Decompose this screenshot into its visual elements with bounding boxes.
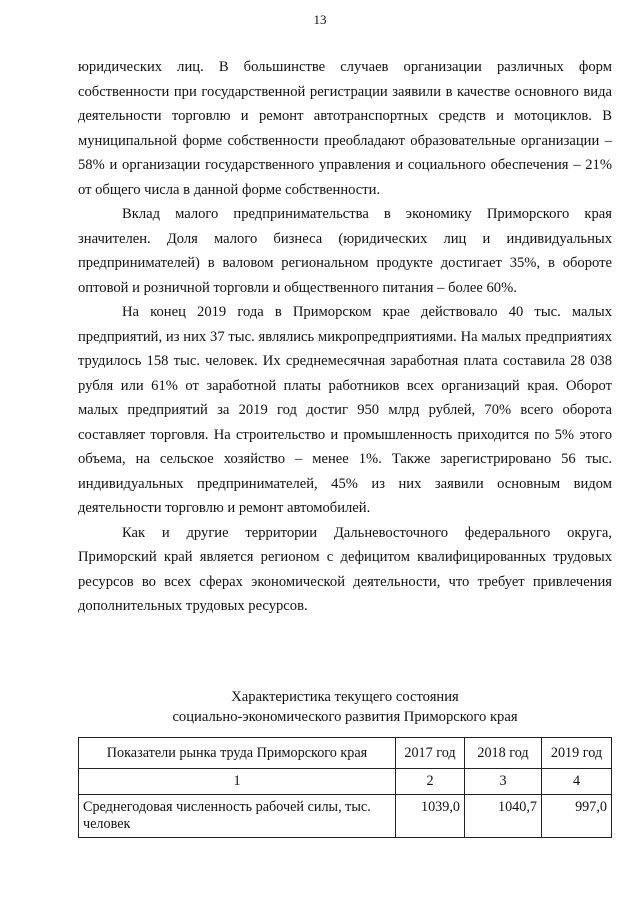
header-year: 2017 год (396, 738, 465, 769)
header-year: 2018 год (465, 738, 542, 769)
header-year: 2019 год (542, 738, 612, 769)
row-label: Среднегодовая численность рабочей силы, тыс. человек (79, 795, 396, 838)
page-number: 13 (313, 12, 327, 27)
table-header-row (79, 738, 612, 769)
caption-line: социально-экономического развития Приморского края (172, 709, 518, 725)
labor-market-table (78, 737, 612, 838)
column-number: 3 (465, 769, 542, 795)
cell-value: 1040,7 (465, 795, 542, 838)
body-text (78, 55, 612, 619)
column-number: 1 (79, 769, 396, 795)
caption-line: Характеристика текущего состояния (231, 689, 459, 705)
paragraph: Вклад малого предпринимательства в экономику Приморского края значителен. Доля малого бизнеса (юридических лиц и индивидуальных предпринимателей) в валовом региональном продукте достигает 35%, в обороте оптовой и розничной торговли и общественного питания – более 60%. (78, 206, 612, 296)
paragraph: Как и другие территории Дальневосточного федерального округа, Приморский край является регионом с дефицитом квалифицированных трудовых ресурсов во всех сферах экономической деятельности, что требует привлечения дополнительных трудовых ресурсов. (78, 524, 612, 614)
column-number: 2 (396, 769, 465, 795)
table-row (79, 795, 612, 838)
paragraph: На конец 2019 года в Приморском крае действовало 40 тыс. малых предприятий, из них 37 тыс. являлись микропредприятиями. На малых предприятиях трудилось 158 тыс. человек. Их среднемесячная заработная плата составила 28 038 рубля или 61% от заработной платы работников всех организаций края. Оборот малых предприятий за 2019 год достиг 950 млрд рублей, 70% всего оборота составляет торговля. На строительство и промышленность приходится по 5% этого объема, на сельское хозяйство – менее 1%. Также зарегистрировано 56 тыс. индивидуальных предпринимателей, 45% из них заявили основным видом деятельности торговлю и ремонт автомобилей. (78, 304, 612, 516)
cell-value: 1039,0 (396, 795, 465, 838)
header-indicator: Показатели рынка труда Приморского края (79, 738, 396, 769)
column-number-row (79, 769, 612, 795)
cell-value: 997,0 (542, 795, 612, 838)
column-number: 4 (542, 769, 612, 795)
table-caption (78, 687, 612, 727)
paragraph: юридических лиц. В большинстве случаев организации различных форм собственности при государственной регистрации заявили в качестве основного вида деятельности торговлю и ремонт автотранспортных средств и мотоциклов. В муниципальной форме собственности преобладают образовательные организации – 58% и организации государственного управления и социального обеспечения – 21% от общего числа в данной форме собственности. (78, 59, 612, 198)
